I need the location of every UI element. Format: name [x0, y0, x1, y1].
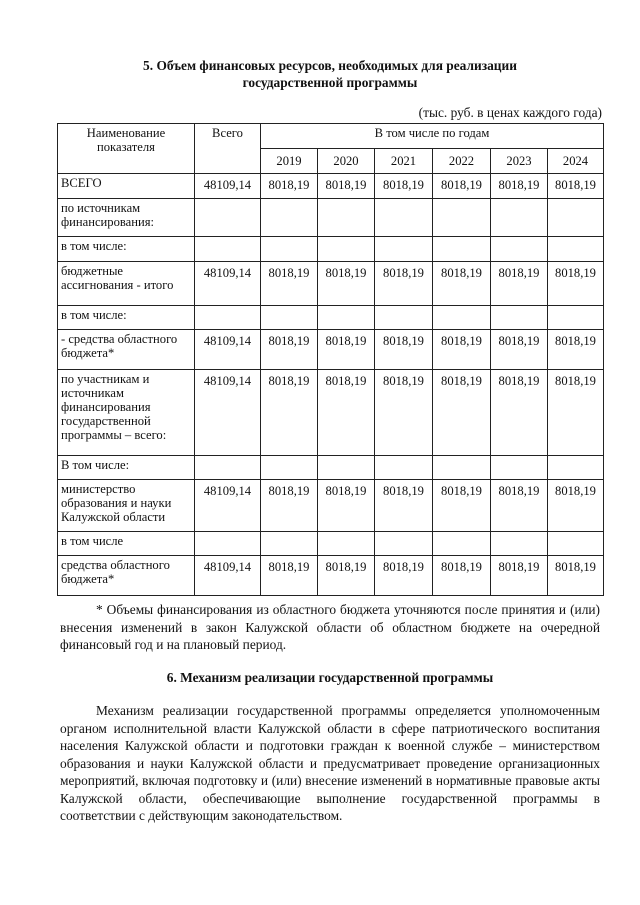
row-label: по участникам и источникам финансирования государственной программы – всего:: [58, 370, 195, 456]
row-year-value: [375, 456, 433, 480]
year-header: 2022: [433, 149, 491, 174]
table-row: [58, 532, 604, 556]
row-year-value: [375, 532, 433, 556]
footnote-text: * Объемы финансирования из областного бюджета уточняются после принятия и (или) внесения изменений в закон Калужской области об областном бюджете на очередной финансовый год и на плановый период.: [60, 602, 600, 652]
row-year-value: 8018,19: [548, 262, 604, 306]
row-year-value: 8018,19: [548, 330, 604, 370]
row-year-value: 8018,19: [433, 370, 491, 456]
header-by-years: В том числе по годам: [261, 124, 604, 149]
row-total: 48109,14: [195, 370, 261, 456]
row-year-value: 8018,19: [491, 174, 548, 199]
footnote: [60, 601, 600, 654]
row-year-value: [318, 456, 375, 480]
row-total: 48109,14: [195, 330, 261, 370]
section-6-text: Механизм реализации государственной программы определяется уполномоченным органом исполнительной власти Калужской области в сфере патриотического воспитания населения Калужской области и подготовки граждан к военной службе – министерством образования и науки Калужской области и предусматривает проведение организационных мероприятий, включая подготовку и (или) внесение изменений в нормативные правовые акты Калужской области, обеспечивающие выполнение государственной программы в соответствии с действующим законодательством.: [60, 703, 600, 823]
row-year-value: 8018,19: [548, 174, 604, 199]
section-5-title: [60, 57, 600, 91]
row-year-value: [491, 237, 548, 262]
row-year-value: 8018,19: [318, 262, 375, 306]
row-year-value: 8018,19: [318, 330, 375, 370]
table-row: [58, 370, 604, 456]
row-total: [195, 237, 261, 262]
row-total: [195, 306, 261, 330]
table-row: [58, 237, 604, 262]
row-year-value: 8018,19: [261, 174, 318, 199]
row-label: бюджетные ассигнования - итого: [58, 262, 195, 306]
table-row: [58, 480, 604, 532]
row-year-value: 8018,19: [261, 556, 318, 596]
row-year-value: [548, 456, 604, 480]
table-row: [58, 330, 604, 370]
row-year-value: 8018,19: [548, 480, 604, 532]
row-year-value: 8018,19: [318, 174, 375, 199]
row-year-value: [318, 237, 375, 262]
row-year-value: 8018,19: [491, 330, 548, 370]
section-6-title: 6. Механизм реализации государственной программы: [166, 670, 494, 685]
table-row: [58, 556, 604, 596]
table-row: [58, 199, 604, 237]
row-year-value: 8018,19: [375, 262, 433, 306]
row-year-value: 8018,19: [491, 370, 548, 456]
header-indicator-name: Наименование показателя: [58, 124, 195, 174]
row-total: 48109,14: [195, 480, 261, 532]
row-total: 48109,14: [195, 174, 261, 199]
row-year-value: 8018,19: [491, 262, 548, 306]
row-year-value: 8018,19: [433, 330, 491, 370]
row-year-value: 8018,19: [375, 174, 433, 199]
row-label: средства областного бюджета*: [58, 556, 195, 596]
row-year-value: [433, 306, 491, 330]
financing-table: [57, 123, 604, 596]
row-year-value: [261, 456, 318, 480]
row-year-value: [261, 199, 318, 237]
row-year-value: [548, 199, 604, 237]
row-year-value: 8018,19: [318, 480, 375, 532]
row-year-value: 8018,19: [261, 330, 318, 370]
row-total: 48109,14: [195, 262, 261, 306]
row-year-value: 8018,19: [261, 370, 318, 456]
row-year-value: 8018,19: [375, 370, 433, 456]
row-year-value: 8018,19: [375, 330, 433, 370]
row-year-value: 8018,19: [375, 480, 433, 532]
row-label: в том числе:: [58, 237, 195, 262]
row-year-value: [548, 532, 604, 556]
section-5-title-line2: государственной программы: [242, 75, 418, 90]
row-year-value: 8018,19: [433, 556, 491, 596]
row-year-value: 8018,19: [318, 370, 375, 456]
row-year-value: [433, 456, 491, 480]
row-year-value: [261, 306, 318, 330]
row-year-value: 8018,19: [261, 262, 318, 306]
row-total: [195, 199, 261, 237]
section-6-body: [60, 702, 600, 825]
header-total: Всего: [195, 124, 261, 174]
table-row: [58, 456, 604, 480]
table-row: [58, 262, 604, 306]
row-year-value: [318, 306, 375, 330]
year-header: 2020: [318, 149, 375, 174]
row-year-value: [491, 306, 548, 330]
row-year-value: [261, 237, 318, 262]
year-header: 2024: [548, 149, 604, 174]
row-year-value: [375, 237, 433, 262]
row-label: министерство образования и науки Калужской области: [58, 480, 195, 532]
row-year-value: 8018,19: [318, 556, 375, 596]
row-label: - средства областного бюджета*: [58, 330, 195, 370]
year-header: 2023: [491, 149, 548, 174]
row-year-value: [261, 532, 318, 556]
row-year-value: 8018,19: [491, 480, 548, 532]
row-year-value: [491, 532, 548, 556]
row-year-value: [433, 532, 491, 556]
row-year-value: [375, 199, 433, 237]
row-label: в том числе: [58, 532, 195, 556]
row-label: по источникам финансирования:: [58, 199, 195, 237]
row-year-value: [548, 306, 604, 330]
row-year-value: [433, 199, 491, 237]
row-year-value: [548, 237, 604, 262]
row-year-value: 8018,19: [548, 556, 604, 596]
year-header: 2021: [375, 149, 433, 174]
section-5-title-line1: 5. Объем финансовых ресурсов, необходимых для реализации: [143, 58, 517, 73]
row-year-value: [491, 456, 548, 480]
row-total: [195, 532, 261, 556]
row-total: 48109,14: [195, 556, 261, 596]
row-label: ВСЕГО: [58, 174, 195, 199]
row-year-value: 8018,19: [548, 370, 604, 456]
unit-note: (тыс. руб. в ценах каждого года): [418, 105, 602, 120]
row-year-value: [433, 237, 491, 262]
row-year-value: 8018,19: [491, 556, 548, 596]
table-row: [58, 174, 604, 199]
row-year-value: 8018,19: [433, 480, 491, 532]
row-year-value: 8018,19: [375, 556, 433, 596]
row-year-value: [491, 199, 548, 237]
row-year-value: 8018,19: [261, 480, 318, 532]
row-year-value: [318, 199, 375, 237]
row-year-value: [318, 532, 375, 556]
row-year-value: 8018,19: [433, 174, 491, 199]
row-label: В том числе:: [58, 456, 195, 480]
table-row: [58, 306, 604, 330]
row-total: [195, 456, 261, 480]
year-header: 2019: [261, 149, 318, 174]
row-label: в том числе:: [58, 306, 195, 330]
row-year-value: [375, 306, 433, 330]
row-year-value: 8018,19: [433, 262, 491, 306]
